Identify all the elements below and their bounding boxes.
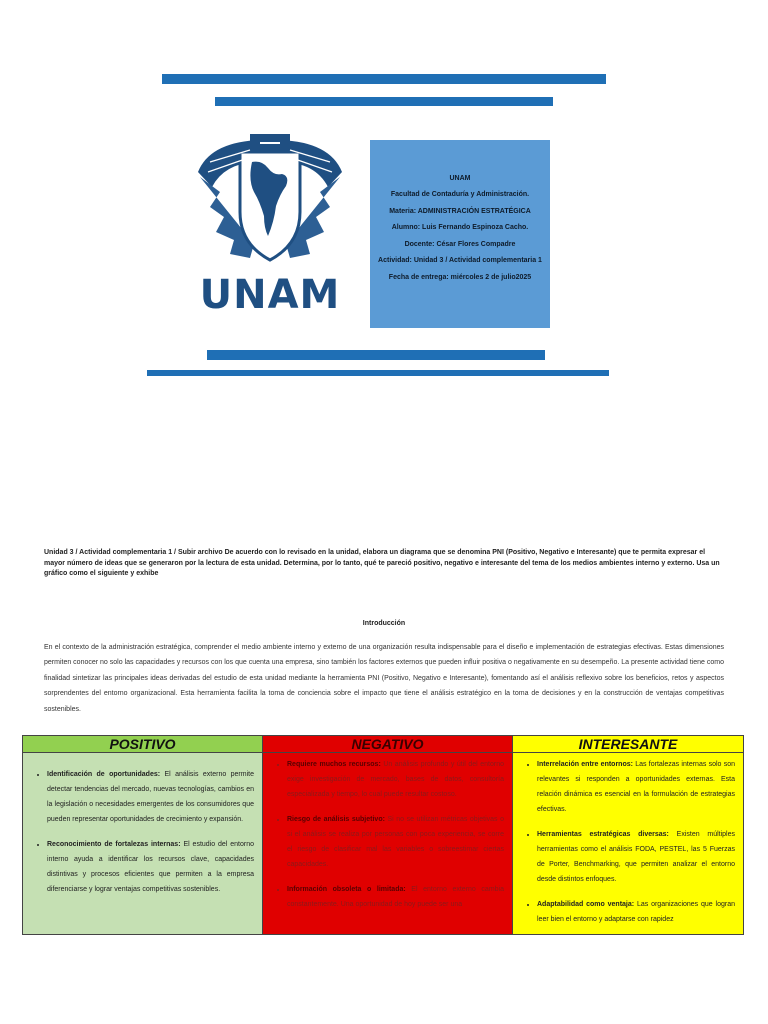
unam-logo [190, 132, 350, 317]
info-student: Alumno: Luis Fernando Espinoza Cacho. [391, 224, 529, 232]
info-institution: UNAM [449, 175, 471, 182]
item-text: Las organizaciones que logran leer bien el entorno y adaptarse con rapidez [537, 901, 736, 924]
pni-column-positivo [23, 736, 263, 934]
decorative-bar-top-inner [215, 97, 553, 106]
decorative-bar-bottom-inner [207, 350, 545, 360]
intro-paragraph: En el contexto de la administración estratégica, comprender el medio ambiente interno y externo de una organización resulta indispensable para el diseño e implementación de estrategias efectivas. Estas dimensiones permiten conocer no solo las capacidades y recursos con los que cuenta una empresa, sino también los factores externos que pueden influir positiva o negativamente en su desempeño. La presente actividad tiene como finalidad sintetizar las principales ideas derivadas del estudio de esta unidad mediante la herramienta PNI (Positivo, Negativo e Interesante), fomentando así el análisis reflexivo sobre los beneficios, retos y aspectos sorprendentes del entorno organizacional. Esta herramienta facilita la toma de conciencia sobre el impacto que tiene el análisis estratégico en la toma de decisiones y en la construcción de ventajas competitivas sostenibles. [44, 644, 724, 713]
list-item [47, 837, 254, 897]
list-item [287, 812, 504, 872]
item-heading: Adaptabilidad como ventaja: [537, 901, 635, 909]
info-subject: Materia: ADMINISTRACIÓN ESTRATÉGICA [389, 207, 531, 215]
item-text: Las fortalezas internas solo son relevantes si responden a oportunidades externas. Esta relación dinámica es esencial en la formulación de estrategias efectivas. [537, 761, 736, 814]
item-heading: Información obsoleta o limitada: [287, 886, 406, 894]
list-item [287, 757, 504, 802]
item-heading: Reconocimiento de fortalezas internas: [47, 841, 181, 849]
info-activity: Actividad: Unidad 3 / Actividad complementaria 1 [378, 257, 542, 265]
list-item [47, 767, 254, 827]
item-text: Un análisis profundo y útil del entorno exige investigación de mercado, bases de datos, consultoría especializada y tiempo, lo cual puede resultar costoso. [287, 761, 504, 799]
pni-table [22, 735, 744, 935]
item-heading: Riesgo de análisis subjetivo: [287, 816, 385, 824]
item-text: El análisis externo permite detectar tendencias del mercado, nuevas tecnologías, cambios en la legislación o necesidades emergentes de los consumidores que pueden representar oportunidades de crecimiento y expansión. [47, 771, 254, 824]
pni-column-negativo [263, 736, 513, 934]
item-text: Si no se utilizan métricas objetivas o si el análisis se realiza por personas con poca experiencia, se corre el riesgo de clasificar mal las variables o sobreestimar ciertas capacidades. [287, 816, 504, 869]
info-faculty: Facultad de Contaduría y Administración. [390, 191, 530, 199]
decorative-bar-bottom [147, 370, 609, 376]
pni-column-interesante [513, 736, 743, 934]
info-due-date: Fecha de entrega: miércoles 2 de julio2025 [388, 273, 532, 281]
item-text: Existen múltiples herramientas como el análisis FODA, PESTEL, las 5 Fuerzas de Porter, Benchmarking, que permiten analizar el entorno desde distintos enfoques. [537, 831, 736, 884]
list-item [287, 882, 504, 912]
assignment-instructions: Unidad 3 / Actividad complementaria 1 / Subir archivo De acuerdo con lo revisado en la unidad, elabora un diagrama que se denomina PNI (Positivo, Negativo e Interesante) que te permita expresar el mayor número de ideas que se generaron por la lectura de esta unidad. Determina, por lo tanto, qué te pareció positivo, negativo e interesante del tema de los medios ambientes interno y externo. Usa un gráfico como el siguiente y exhibe [44, 549, 720, 577]
item-text: El entorno externo cambia constantemente. Una oportunidad de hoy puede ser una [287, 886, 504, 909]
info-teacher: Docente: César Flores Compadre [404, 240, 516, 248]
list-item [537, 757, 735, 817]
list-item [537, 897, 735, 927]
intro-heading: Introducción [362, 620, 406, 627]
item-heading: Herramientas estratégicas diversas: [537, 831, 669, 839]
item-heading: Interrelación entre entornos: [537, 761, 633, 768]
unam-seal-icon [190, 132, 350, 267]
item-text: El estudio del entorno interno ayuda a identificar los recursos clave, capacidades distintivas y procesos eficientes que permiten a la empresa diferenciarse y lograr ventajas competitivas sostenibles. [47, 841, 254, 894]
pni-list-negativo [263, 753, 512, 912]
pni-list-positivo [23, 753, 262, 897]
pni-header-positivo: POSITIVO [23, 736, 262, 753]
item-heading: Requiere muchos recursos: [287, 761, 381, 768]
pni-list-interesante [513, 753, 743, 927]
decorative-bar-top [162, 74, 606, 84]
pni-header-interesante: INTERESANTE [513, 736, 743, 753]
cover-info-box [370, 140, 550, 328]
list-item [537, 827, 735, 887]
item-heading: Identificación de oportunidades: [47, 771, 161, 778]
logo-wordmark: UNAM [199, 272, 341, 318]
pni-header-negativo: NEGATIVO [263, 736, 512, 753]
